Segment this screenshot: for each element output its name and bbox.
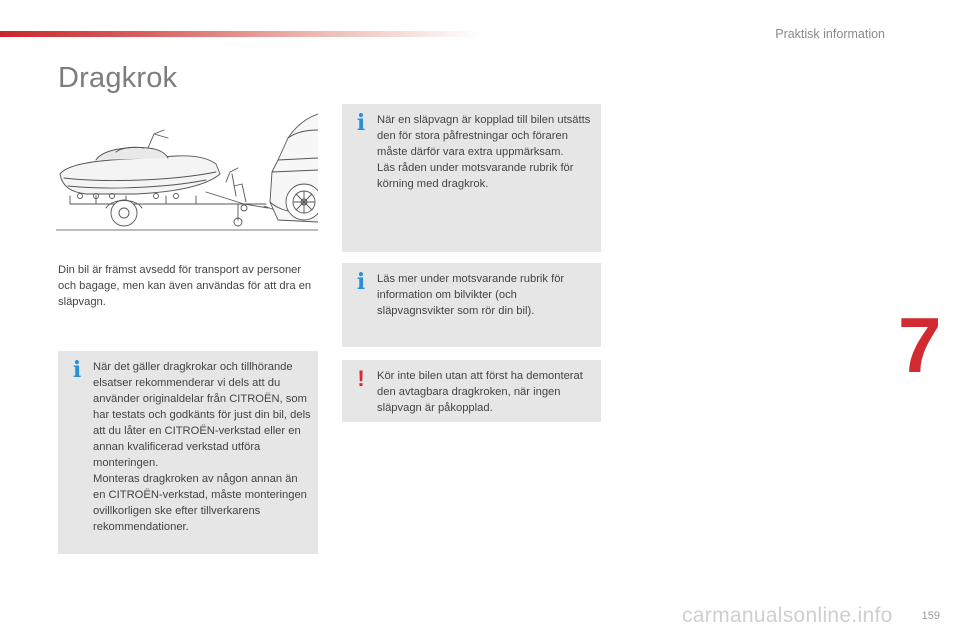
- info-note-vehicle-weights: [342, 263, 601, 347]
- note-text: [93, 359, 312, 535]
- page-number: 159: [921, 610, 940, 622]
- note-text: [377, 368, 595, 416]
- top-accent-bar: [0, 31, 480, 37]
- note-text-content: När en släpvagn är kopplad till bilen utsätts den för stora påfrestningar och föraren måste därför vara extra uppmärksam. Läs råden under motsvarande rubrik för körning med dragkrok.: [377, 114, 591, 190]
- info-note-towbar-installation: [58, 351, 318, 554]
- section-header: Praktisk information: [775, 27, 885, 41]
- watermark: carmanualsonline.info: [682, 604, 893, 627]
- warning-note-removable-towbar: [342, 360, 601, 422]
- info-note-towing-stress: [342, 104, 601, 252]
- intro-paragraph: Din bil är främst avsedd för transport av personer och bagage, men kan även användas för att dra en släpvagn.: [58, 264, 312, 308]
- warning-icon: !: [357, 366, 365, 391]
- page-title: Dragkrok: [58, 62, 178, 94]
- info-icon: i: [356, 110, 366, 136]
- chapter-number: 7: [898, 301, 942, 389]
- towing-illustration: [56, 112, 318, 237]
- info-icon: i: [72, 357, 82, 383]
- info-icon: i: [356, 269, 366, 295]
- note-text: [377, 271, 595, 319]
- note-text-content: När det gäller dragkrokar och tillhörande elsatser rekommenderar vi dels att du använder originaldelar från CITROËN, som har testats och godkänts för just din bil, dels att du låter en CITROËN-verkstad eller en annan kvalificerad verkstad utföra monteringen. Monteras dragkroken av någon annan än en CITROËN-verkstad, måste monteringen ovillkorligen ske efter tillverkarens rekommendationer.: [93, 361, 311, 533]
- note-text-content: Kör inte bilen utan att först ha demonterat den avtagbara dragkroken, när ingen släpvagn är påkopplad.: [377, 370, 583, 414]
- note-text: [377, 112, 595, 192]
- note-text-content: Läs mer under motsvarande rubrik för information om bilvikter (och släpvagnsvikter som rör din bil).: [377, 273, 565, 317]
